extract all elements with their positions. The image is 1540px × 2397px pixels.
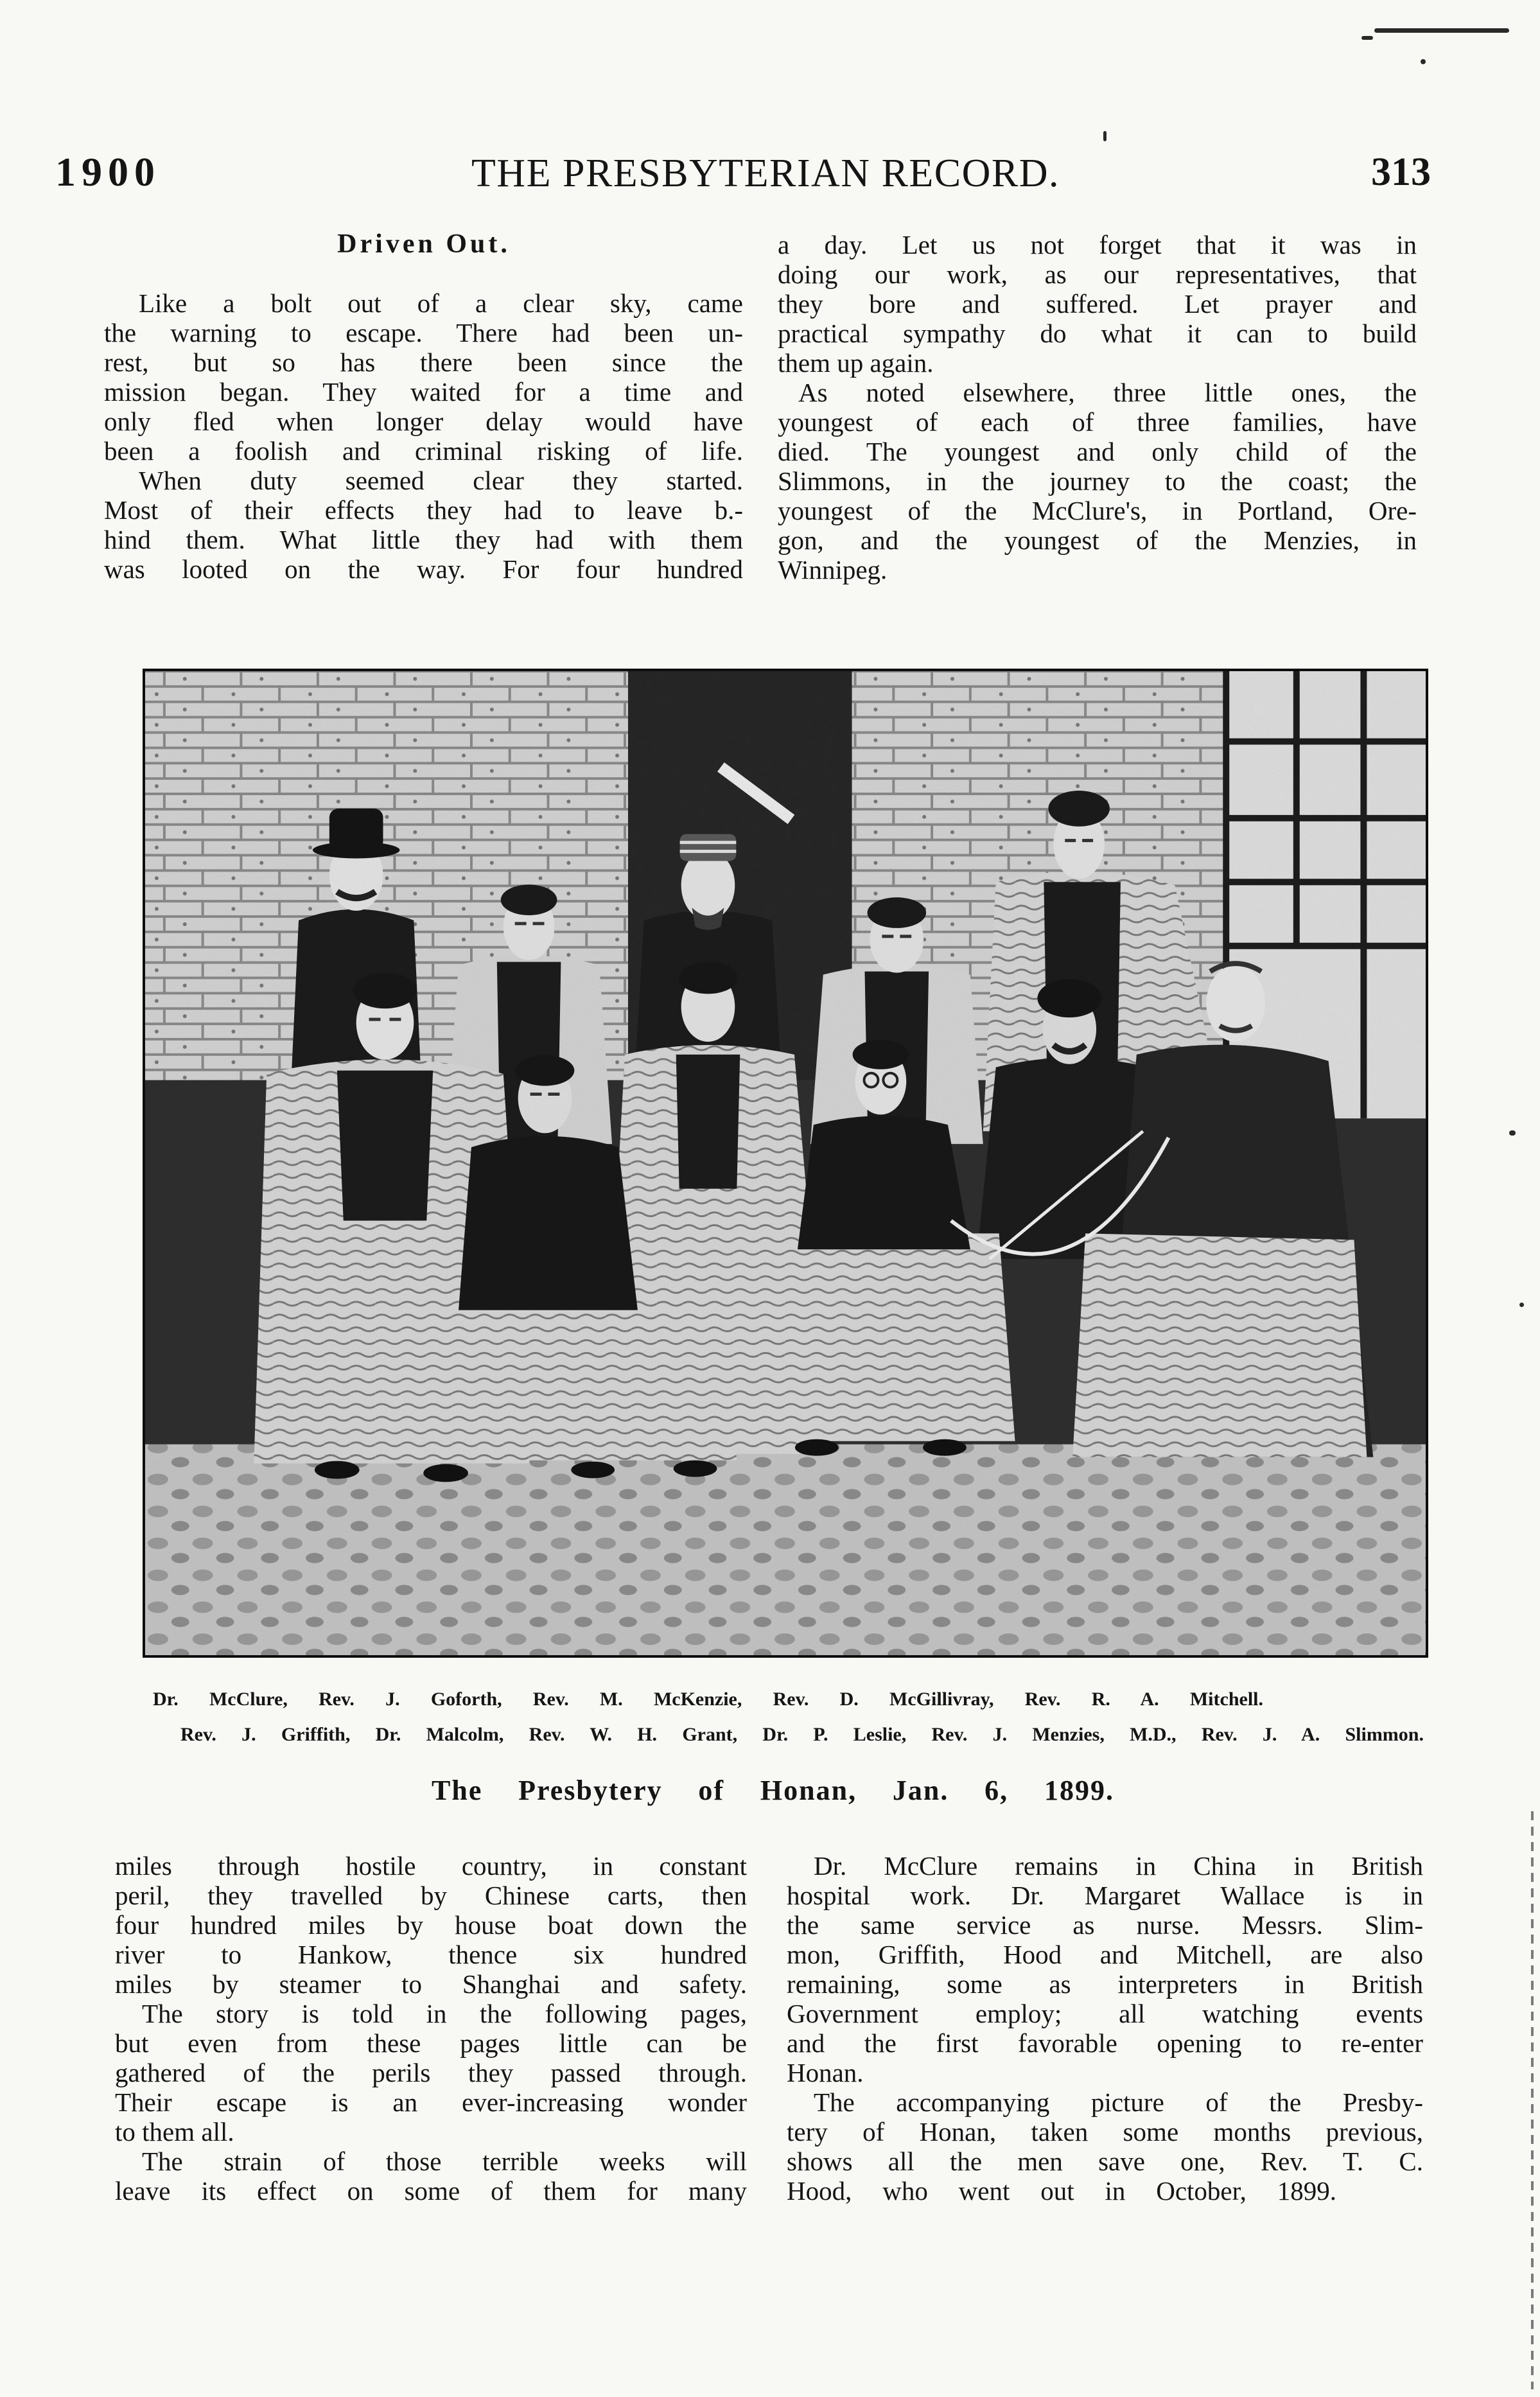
body-text-line: shows all the men save one, Rev. T. C. — [787, 2147, 1423, 2176]
article-column-bottom-left — [115, 1851, 747, 2206]
body-text-line: and the first favorable opening to re-enter — [787, 2028, 1423, 2058]
body-text-line: leave its effect on some of them for many — [115, 2176, 747, 2206]
body-text-line: miles through hostile country, in constant — [115, 1851, 747, 1881]
article-column-bottom-right — [787, 1851, 1423, 2206]
body-text-line: The accompanying picture of the Presby- — [814, 2087, 1423, 2117]
body-text-line: mon, Griffith, Hood and Mitchell, are also — [787, 1940, 1423, 1969]
body-text-line: The strain of those terrible weeks will — [142, 2147, 747, 2176]
article-column-top-right — [778, 230, 1417, 584]
body-text-line: been a foolish and criminal risking of life. — [104, 436, 743, 466]
body-text-line: Their escape is an ever-increasing wonder — [115, 2087, 747, 2117]
body-text-line: The story is told in the following pages, — [142, 1999, 747, 2028]
body-text-line: Honan. — [787, 2058, 864, 2087]
body-text-line: tery of Honan, taken some months previous, — [787, 2117, 1423, 2147]
article-heading: Driven Out. — [337, 229, 511, 259]
body-text-line: youngest of each of three families, have — [778, 407, 1417, 437]
body-text-line: river to Hankow, thence six hundred — [115, 1940, 747, 1969]
photo-caption-names: Rev. J. Griffith, Dr. Malcolm, Rev. W. H. Grant, Dr. P. Leslie, Rev. J. Menzies, M.D., Rev. J. A. Slimmon. — [180, 1724, 1424, 1745]
body-text-line: to them all. — [115, 2117, 234, 2147]
body-text-line: the same service as nurse. Messrs. Slim- — [787, 1910, 1423, 1940]
body-text-line: youngest of the McClure's, in Portland, Ore- — [778, 496, 1417, 525]
article-column-top-left — [104, 288, 743, 584]
body-text-line: miles by steamer to Shanghai and safety. — [115, 1969, 747, 1999]
photo-grain — [145, 671, 1426, 1655]
scan-edge-line — [1531, 1811, 1534, 2389]
body-text-line: a day. Let us not forget that it was in — [778, 230, 1417, 259]
body-text-line: peril, they travelled by Chinese carts, then — [115, 1881, 747, 1910]
body-text-line: but even from these pages little can be — [115, 2028, 747, 2058]
body-text-line: was looted on the way. For four hundred — [104, 554, 743, 584]
body-text-line: doing our work, as our representatives, that — [778, 259, 1417, 289]
body-text-line: gon, and the youngest of the Menzies, in — [778, 525, 1417, 555]
body-text-line: mission began. They waited for a time and — [104, 377, 743, 407]
group-photograph — [143, 669, 1428, 1658]
scan-mark — [1361, 36, 1373, 40]
body-text-line: Government employ; all watching events — [787, 1999, 1423, 2028]
scan-mark — [1374, 28, 1509, 33]
scan-mark — [1103, 131, 1107, 141]
body-text-line: Like a bolt out of a clear sky, came — [139, 288, 743, 318]
body-text-line: four hundred miles by house boat down the — [115, 1910, 747, 1940]
header-year: 1900 — [55, 149, 161, 195]
body-text-line: hospital work. Dr. Margaret Wallace is in — [787, 1881, 1423, 1910]
photo-title: The Presbytery of Honan, Jan. 6, 1899. — [432, 1775, 1114, 1806]
scan-mark — [1421, 59, 1426, 64]
page-number: 313 — [1371, 150, 1431, 194]
body-text-line: practical sympathy do what it can to build — [778, 319, 1417, 348]
scan-mark — [1509, 1130, 1516, 1136]
body-text-line: Winnipeg. — [778, 555, 888, 584]
body-text-line: only fled when longer delay would have — [104, 407, 743, 436]
body-text-line: Dr. McClure remains in China in British — [814, 1851, 1423, 1881]
body-text-line: died. The youngest and only child of the — [778, 437, 1417, 466]
publication-title: THE PRESBYTERIAN RECORD. — [471, 152, 1060, 195]
body-text-line: Slimmons, in the journey to the coast; the — [778, 466, 1417, 496]
photograph-drawing — [145, 671, 1426, 1655]
body-text-line: the warning to escape. There had been un- — [104, 318, 743, 347]
body-text-line: hind them. What little they had with them — [104, 525, 743, 554]
body-text-line: rest, but so has there been since the — [104, 347, 743, 377]
body-text-line: gathered of the perils they passed through. — [115, 2058, 747, 2087]
body-text-line: Most of their effects they had to leave b.- — [104, 495, 743, 525]
body-text-line: them up again. — [778, 348, 934, 378]
photo-caption-names: Dr. McClure, Rev. J. Goforth, Rev. M. McKenzie, Rev. D. McGillivray, Rev. R. A. Mitchell. — [153, 1689, 1263, 1710]
body-text-line: they bore and suffered. Let prayer and — [778, 289, 1417, 319]
scan-mark — [1519, 1303, 1524, 1307]
body-text-line: Hood, who went out in October, 1899. — [787, 2176, 1336, 2206]
body-text-line: remaining, some as interpreters in British — [787, 1969, 1423, 1999]
body-text-line: As noted elsewhere, three little ones, the — [798, 378, 1417, 407]
body-text-line: When duty seemed clear they started. — [139, 466, 743, 495]
